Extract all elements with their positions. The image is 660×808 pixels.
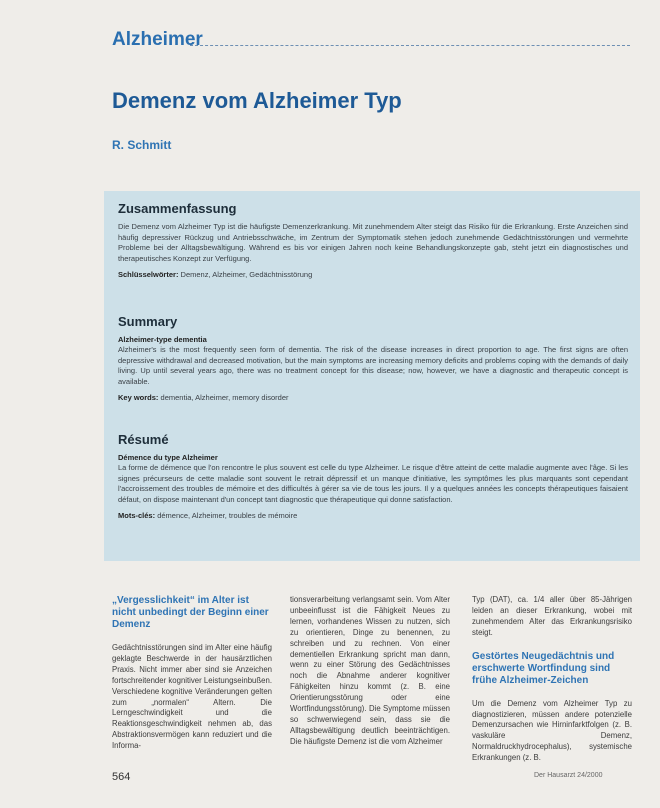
page-number: 564 (112, 771, 131, 783)
keywords-value-fr: démence, Alzheimer, troubles de mémoire (157, 511, 298, 520)
body-text-3b: Um die Demenz vom Alzheimer Typ zu diagnostizieren, müssen andere potenzielle Demenzursachen wie Hirninfarktfolgen (z. B. vaskuläre Demenz, Normaldruckhydrocephalus), systemische Erkrankungen (z. B. (472, 698, 632, 763)
abstract-box (104, 191, 640, 561)
section-tag: Alzheimer (112, 29, 203, 50)
body-heading-2: Gestörtes Neugedächtnis und erschwerte Wortfindung sind frühe Alzheimer-Zeichen (472, 650, 615, 686)
abstract-subheading-en: Alzheimer-type dementia (118, 335, 207, 344)
abstract-subheading-fr: Démence du type Alzheimer (118, 453, 218, 462)
article-title: Demenz vom Alzheimer Typ (112, 88, 402, 113)
keywords-value-de: Demenz, Alzheimer, Gedächtnisstörung (180, 270, 313, 279)
body-text-2: tionsverarbeitung verlangsamt sein. Vom Alter unbeeinflusst ist die Fähigkeit Neues zu lernen, vorhandenes Wissen zu nutzen, sich zu orientieren, Dinge zu benennen, zu schreiben und zu rechnen. Von einer dementiellen Erkrankung spricht man dann, wenn zu einer Störung des Gedächtnisses noch die Abnahme anderer kognitiver Fähigkeiten hinzu kommt (z. B. eine Orientierungsstörung oder eine Wortfindungsstörung). Die Symptome müssen so schwerwiegend sein, dass sie die Alltagsbewältigung deutlich beeinträchtigen. Die häufigste Demenz ist die vom Alzheimer (290, 595, 450, 746)
abstract-german (118, 201, 628, 281)
body-column-2 (290, 595, 450, 748)
article-author: R. Schmitt (112, 138, 172, 152)
abstract-text-de: Die Demenz vom Alzheimer Typ ist die häufigste Demenzerkrankung. Mit zunehmendem Alter steigt das Risiko für die Erkrankung. Erste Anzeichen sind häufig depressiver Rückzug und Antriebsschwäche, im Zentrum der Symptomatik stehen jedoch zunehmende Gedächtnisstörungen und vermehrte Probleme bei der Alltagsbewältigung. Während es bis vor einigen Jahren noch keine Behandlungskonzepte gab, steht jetzt ein diagnostisches und therapeutisches Konzept zur Verfügung. (118, 222, 628, 263)
keywords-fr (118, 511, 628, 522)
body-text-1: Gedächtnisstörungen sind im Alter eine häufig geklagte Beschwerde in der hausärztlichen Praxis. Nicht immer aber sind sie Anzeichen fortschreitender kognitiver Leistungseinbußen. Verschiedene kognitive Veränderungen gelten zum „normalen“ Altern. Die Lerngeschwindigkeit und die Reaktionsgeschwindigkeit nehmen ab, das Abstraktionsvermögen kann reduziert und die Informa- (112, 643, 272, 751)
section-divider (190, 45, 630, 46)
keywords-label-en: Key words: (118, 393, 159, 402)
keywords-en (118, 393, 628, 404)
abstract-english (118, 314, 628, 404)
body-text-3a: Typ (DAT), ca. 1/4 aller über 85-Jährigen leiden an dieser Erkrankung, wobei mit zunehmendem Alter das Erkrankungsrisiko steigt. (472, 595, 632, 637)
keywords-label-fr: Mots-clés: (118, 511, 156, 520)
keywords-de (118, 270, 628, 281)
body-column-3 (472, 595, 632, 764)
body-column-1 (112, 595, 272, 752)
keywords-value-en: dementia, Alzheimer, memory disorder (160, 393, 289, 402)
keywords-label-de: Schlüsselwörter: (118, 270, 179, 279)
abstract-text-en: Alzheimer's is the most frequently seen form of dementia. The risk of the disease increases in direct proportion to age. The first signs are often depressive withdrawal and decreased motivation, but the main symptoms are increasing memory deficits and problems coping with the demands of daily living. Up until several years ago, there was no treatment concept for this disease; now, however, we have a diagnostic and therapeutic concept is available. (118, 345, 628, 386)
abstract-text-fr: La forme de démence que l'on rencontre le plus souvent est celle du type Alzheimer. Le risque d'être atteint de cette maladie augmente avec l'âge. Si les signes précurseurs de cette maladie sont souvent le retrait dépressif et un manque d'initiative, les symptômes les plus marquants sont cependant l'accroissement des troubles de mémoire et des difficultés à gérer sa vie de tous les jours. Il y a quelques années les concepts thérapeutiques faisaient défaut, on dispose maintenant d'un concept tant diagnostic que thérapeutique qui donne satisfaction. (118, 463, 628, 504)
abstract-french (118, 432, 628, 522)
abstract-heading-fr: Résumé (118, 432, 169, 447)
body-heading-1: „Vergesslichkeit“ im Alter ist nicht unbedingt der Beginn einer Demenz (112, 595, 269, 630)
abstract-heading-en: Summary (118, 314, 178, 329)
journal-footer: Der Hausarzt 24/2000 (534, 772, 603, 779)
abstract-heading-de: Zusammenfassung (118, 201, 237, 216)
